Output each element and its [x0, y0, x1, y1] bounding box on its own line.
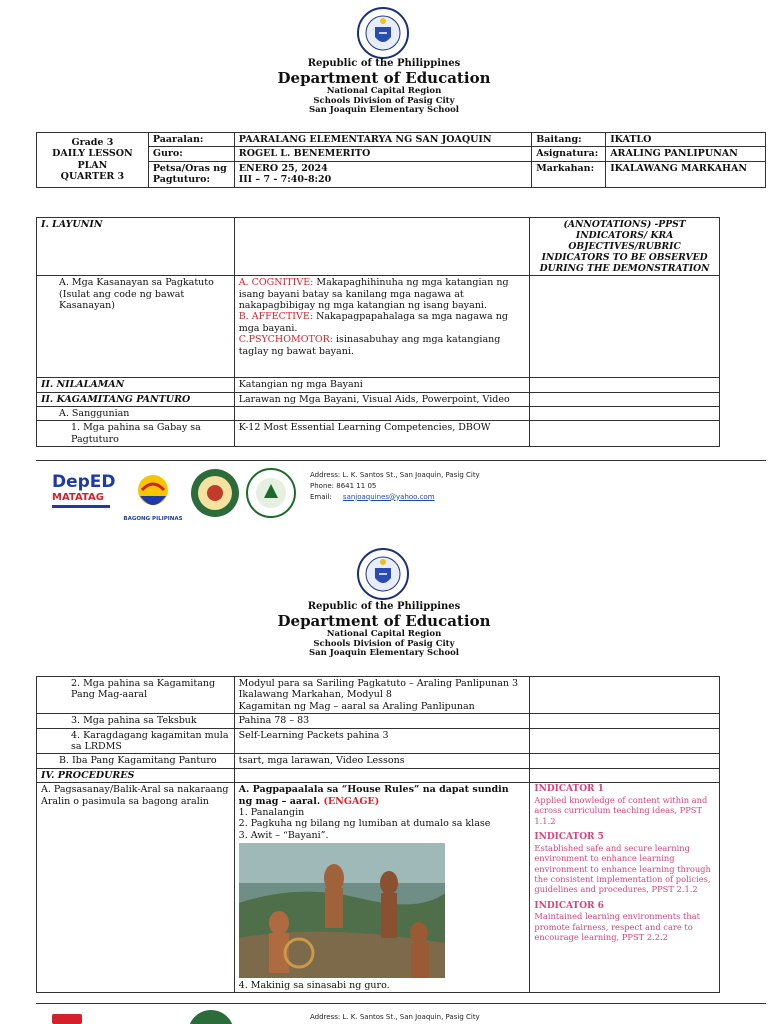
- annotations-cell-3: [530, 392, 720, 406]
- deped-matatag-logo-2: [52, 1014, 114, 1024]
- department-text: Department of Education: [277, 68, 491, 87]
- page-header: [0, 58, 768, 116]
- bagong-pilipinas-text: BAGONG PILIPINAS: [123, 516, 183, 522]
- annotations-cell-2: [530, 378, 720, 392]
- annotations-heading: (ANNOTATIONS) -PPST INDICATORS/ KRA OBJECTIVES/RUBRIC INDICATORS TO BE OBSERVED DURING THE DEMONSTRATION: [530, 218, 720, 276]
- department-text-2: Department of Education: [277, 611, 491, 630]
- heroes-illustration: [239, 843, 445, 978]
- iba-pang-kagamitan-label: B. Iba Pang Kagamitang Panturo: [37, 754, 235, 768]
- quarter-text: QUARTER 3: [60, 171, 125, 183]
- indicator-6-title: INDICATOR 6: [534, 900, 604, 911]
- plan-table-1: [36, 217, 720, 447]
- affective-text: Nakapagpapahalaga sa mga nagawa ng mga bayani.: [238, 311, 508, 334]
- footer-divider-2: [36, 1003, 766, 1004]
- gabay-label: 1. Mga pahina sa Gabay sa Pagtuturo: [37, 421, 235, 447]
- asignatura-label: Asignatura:: [532, 147, 606, 161]
- kasanayan-label: A. Mga Kasanayan sa Pagkatuto (Isulat ang code ng bawat Kasanayan): [37, 276, 235, 378]
- bagong-pilipinas-logo: [124, 470, 182, 522]
- engage-text: (ENGAGE): [320, 795, 380, 807]
- region-text-2: National Capital Region: [326, 628, 442, 639]
- address-text-2: Address: L. K. Santos St., San Joaquin, Pasig City: [310, 1013, 480, 1021]
- r1-line-2: Ikalawang Markahan, Modyul 8: [238, 689, 392, 701]
- step-1: 1. Panalangin: [238, 806, 305, 818]
- indicator-5-title: INDICATOR 5: [534, 832, 604, 842]
- psychomotor-text: isinasabuhay ang mga katangiang taglay ng bawat bayani.: [238, 334, 501, 357]
- iba-pang-kagamitan-value: tsart, mga larawan, Video Lessons: [234, 754, 530, 768]
- region-text: National Capital Region: [326, 85, 442, 96]
- indicator-1-text: Applied knowledge of content within and across curriculum teaching ideas, PPST 1.1.2: [534, 794, 708, 826]
- deped-matatag-logo: [52, 472, 114, 522]
- annotations-cell-5: [530, 421, 720, 447]
- email-label: Email:: [310, 492, 332, 501]
- teksbuk-value: Pahina 78 – 83: [234, 714, 530, 728]
- pasig-division-seal: [190, 468, 240, 518]
- balik-aral-label: A. Pagsasanay/Balik-Aral sa nakaraang Aralin o pasimula sa bagong aralin: [37, 783, 235, 993]
- objectives-cell: [234, 276, 529, 378]
- layunin-content: [234, 218, 529, 276]
- lrdms-label: 4. Karagdagang kagamitan mula sa LRDMS: [37, 728, 235, 754]
- paaralan-label: Paaralan:: [148, 133, 234, 147]
- republic-text: Republic of the Philippines: [307, 58, 461, 69]
- paaralan-value: PAARALANG ELEMENTARYA NG SAN JOAQUIN: [234, 133, 531, 147]
- indicator-6-text: Maintained learning environments that promote fairness, respect and care to encourage learning, PPST 2.2.2: [534, 911, 700, 943]
- indicators-cell: [530, 783, 720, 993]
- teksbuk-label: 3. Mga pahina sa Teksbuk: [37, 714, 235, 728]
- markahan-label: Markahan:: [532, 161, 606, 187]
- division-text-2: Schools Division of Pasig City: [313, 638, 455, 649]
- petsa-cell: [234, 161, 531, 187]
- footer-contact-2: [310, 1012, 480, 1023]
- annotations-cell-4: [530, 406, 720, 420]
- kagamitan-value: Larawan ng Mga Bayani, Visual Aids, Powerpoint, Video: [234, 392, 529, 406]
- kagamitan-heading: II. KAGAMITANG PANTURO: [37, 392, 235, 406]
- psychomotor-label: C.PSYCHOMOTOR:: [238, 334, 333, 346]
- page-header-2: [0, 601, 768, 659]
- guro-label: Guro:: [148, 147, 234, 161]
- footer-divider: [36, 460, 766, 461]
- grade-text: Grade 3: [71, 137, 114, 148]
- petsa-label: Petsa/Oras ng Pagtuturo:: [148, 161, 234, 187]
- phone-text: Phone: 8641 11 05: [310, 481, 377, 490]
- procedures-heading: IV. PROCEDURES: [37, 768, 235, 782]
- guro-value: ROGEL L. BENEMERITO: [234, 147, 531, 161]
- nilalaman-value: Katangian ng mga Bayani: [234, 378, 529, 392]
- sanggunian-label: A. Sanggunian: [37, 406, 235, 420]
- annotations-cell-8: [530, 728, 720, 754]
- address-text: Address: L. K. Santos St., San Joaquin, Pasig City: [310, 471, 480, 479]
- annotations-cell-6: [530, 677, 720, 714]
- email-link[interactable]: sanjoaquines@yahoo.com: [342, 492, 435, 501]
- r1-line-1: Modyul para sa Sariling Pagkatuto – Araling Panlipunan 3: [238, 678, 519, 689]
- step-2: 2. Pagkuha ng bilang ng lumiban at dumalo sa klase: [238, 818, 491, 830]
- layunin-heading: I. LAYUNIN: [37, 218, 235, 276]
- indicator-5-text: Established safe and secure learning environment to enhance learning environment to enhance learning through the consistent implementation of policies, guidelines and procedures, PPST 2.1.2: [534, 842, 711, 895]
- balik-aral-content: [234, 783, 530, 993]
- r1-line-3: Kagamitan ng Mag – aaral sa Araling Panlipunan: [238, 700, 475, 712]
- annotations-cell-7: [530, 714, 720, 728]
- school-text: San Joaquin Elementary School: [308, 105, 460, 116]
- petsa-value: ENERO 25, 2024: [238, 162, 328, 174]
- deped-text: DepED: [52, 472, 116, 492]
- republic-text-2: Republic of the Philippines: [307, 601, 461, 612]
- baitang-label: Baitang:: [532, 133, 606, 147]
- annotations-cell-1: [530, 276, 720, 378]
- school-seal: [246, 468, 296, 518]
- markahan-value: IKALAWANG MARKAHAN: [606, 161, 766, 187]
- baitang-value: IKATLO: [606, 133, 766, 147]
- cognitive-text: Makapaghihinuha ng mga katangian ng isang bayani batay sa kanilang mga nagawa at nakapagbibigay ng mga katangian ng isang bayani.: [238, 277, 509, 311]
- deped-seal-logo-2: [357, 548, 409, 600]
- lesson-info-table: [36, 132, 766, 188]
- school-text-2: San Joaquin Elementary School: [308, 648, 460, 659]
- step-3: 3. Awit – “Bayani”.: [238, 829, 329, 841]
- deped-seal-logo: [357, 7, 409, 59]
- annotations-cell-9: [530, 754, 720, 768]
- affective-label: B. AFFECTIVE:: [238, 311, 314, 323]
- division-text: Schools Division of Pasig City: [313, 95, 455, 106]
- footer-contact: [310, 470, 480, 503]
- asignatura-value: ARALING PANLIPUNAN: [606, 147, 766, 161]
- dlp-text: DAILY LESSON PLAN: [52, 148, 133, 171]
- house-rules-text: A. Pagpapaalala sa “House Rules” na dapat sundin ng mag – aaral.: [238, 784, 509, 807]
- matatag-text: MATATAG: [52, 492, 104, 503]
- grade-cell: [37, 133, 149, 188]
- kagamitang-pang-mag-aaral-value: [234, 677, 530, 714]
- cognitive-label: A. COGNITIVE:: [238, 277, 314, 289]
- sanggunian-value: [234, 406, 529, 420]
- kagamitang-pang-mag-aaral-label: 2. Mga pahina sa Kagamitang Pang Mag-aaral: [37, 677, 235, 714]
- lrdms-value: Self-Learning Packets pahina 3: [234, 728, 530, 754]
- nilalaman-heading: II. NILALAMAN: [37, 378, 235, 392]
- oras-value: III – 7 - 7:40-8:20: [238, 174, 332, 186]
- annotations-cell-10: [530, 768, 720, 782]
- indicator-1-title: INDICATOR 1: [534, 784, 604, 795]
- gabay-value: K-12 Most Essential Learning Competencies, DBOW: [234, 421, 529, 447]
- seals-2: [188, 1010, 288, 1024]
- step-4: 4. Makinig sa sinasabi ng guro.: [238, 980, 390, 992]
- plan-table-2: [36, 676, 720, 993]
- procedures-value: [234, 768, 530, 782]
